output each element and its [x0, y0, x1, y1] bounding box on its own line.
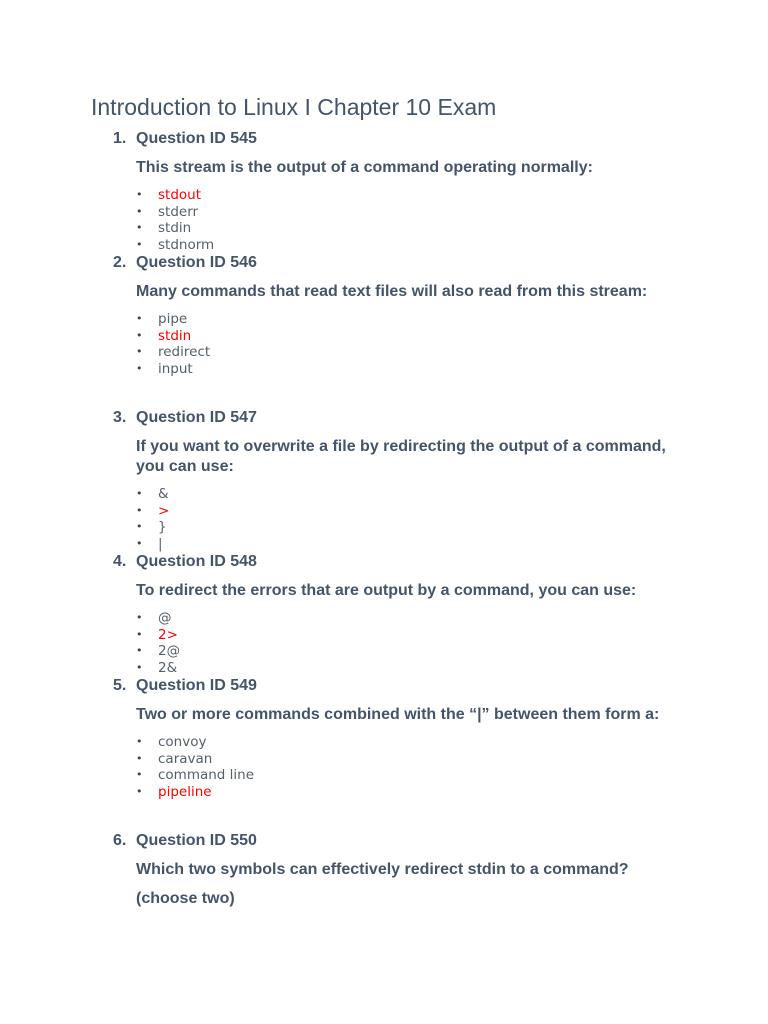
bullet-icon: • [136, 735, 143, 748]
question-text-note: (choose two) [136, 890, 235, 907]
answer-option-correct [136, 187, 214, 204]
bullet-icon: • [136, 221, 143, 234]
bullet-icon: • [136, 237, 143, 251]
answer-option-correct [136, 784, 254, 801]
bullet-icon: • [136, 627, 143, 641]
answer-option [136, 204, 214, 221]
answer-options [136, 486, 169, 552]
bullet-icon: • [136, 204, 143, 218]
answer-option [136, 361, 210, 378]
option-text: convoy [158, 734, 207, 750]
answer-option [136, 311, 210, 328]
bullet-icon: • [136, 520, 143, 533]
bullet-icon: • [136, 660, 143, 674]
option-text: 2@ [158, 643, 181, 659]
answer-option [136, 344, 210, 361]
option-text: & [158, 486, 169, 502]
bullet-icon: • [136, 784, 143, 798]
option-text: 2> [158, 626, 178, 643]
answer-option [136, 237, 214, 254]
option-text: } [158, 519, 167, 535]
question-number: 6. [113, 832, 127, 849]
bullet-icon: • [136, 503, 143, 517]
option-text: @ [158, 610, 172, 626]
bullet-icon: • [136, 644, 143, 657]
bullet-icon: • [136, 361, 143, 375]
option-text: command line [158, 767, 255, 783]
answer-option [136, 220, 214, 237]
page-title: Introduction to Linux I Chapter 10 Exam [91, 94, 497, 120]
option-text: | [158, 535, 163, 552]
question-text: Two or more commands combined with the “|” between them form a: [136, 706, 660, 723]
answer-options [136, 734, 254, 800]
question-number: 5. [113, 677, 127, 694]
question-number: 3. [113, 409, 127, 426]
question-number: 1. [113, 130, 127, 147]
question-id: Question ID 547 [136, 409, 257, 426]
answer-option [136, 610, 180, 627]
bullet-icon: • [136, 345, 143, 358]
option-text: stdout [158, 187, 202, 203]
question-text: Many commands that read text files will also read from this stream: [136, 283, 648, 300]
question-text: This stream is the output of a command operating normally: [136, 159, 593, 176]
answer-option-correct [136, 503, 169, 520]
answer-options [136, 311, 210, 377]
option-text: pipeline [158, 783, 212, 800]
bullet-icon: • [136, 312, 143, 325]
question-text: Which two symbols can effectively redirect stdin to a command? [136, 861, 629, 878]
option-text: pipe [158, 311, 188, 327]
question-text: To redirect the errors that are output by a command, you can use: [136, 582, 637, 599]
option-text: redirect [158, 344, 211, 360]
option-text: caravan [158, 750, 213, 767]
answer-option-correct [136, 328, 210, 345]
answer-option [136, 519, 169, 536]
question-number: 2. [113, 254, 127, 271]
question-id: Question ID 545 [136, 130, 257, 147]
answer-option [136, 643, 180, 660]
bullet-icon: • [136, 487, 143, 500]
question-text: If you want to overwrite a file by redirecting the output of a command, you can use: [136, 438, 666, 475]
option-text: stderr [158, 203, 199, 220]
bullet-icon: • [136, 188, 143, 201]
answer-options [136, 187, 214, 253]
option-text: 2& [158, 659, 178, 676]
option-text: stdin [158, 327, 192, 344]
answer-option [136, 751, 254, 768]
question-id: Question ID 546 [136, 254, 257, 271]
bullet-icon: • [136, 611, 143, 624]
option-text: > [158, 502, 170, 519]
answer-options [136, 610, 180, 676]
answer-option [136, 536, 169, 553]
bullet-icon: • [136, 768, 143, 781]
option-text: stdnorm [158, 236, 215, 253]
answer-option [136, 767, 254, 784]
bullet-icon: • [136, 751, 143, 765]
answer-option [136, 660, 180, 677]
option-text: stdin [158, 220, 192, 236]
question-id: Question ID 548 [136, 553, 257, 570]
question-id: Question ID 549 [136, 677, 257, 694]
option-text: input [158, 360, 193, 377]
answer-option-correct [136, 627, 180, 644]
bullet-icon: • [136, 328, 143, 342]
bullet-icon: • [136, 536, 143, 550]
answer-option [136, 486, 169, 503]
question-number: 4. [113, 553, 127, 570]
question-id: Question ID 550 [136, 832, 257, 849]
answer-option [136, 734, 254, 751]
